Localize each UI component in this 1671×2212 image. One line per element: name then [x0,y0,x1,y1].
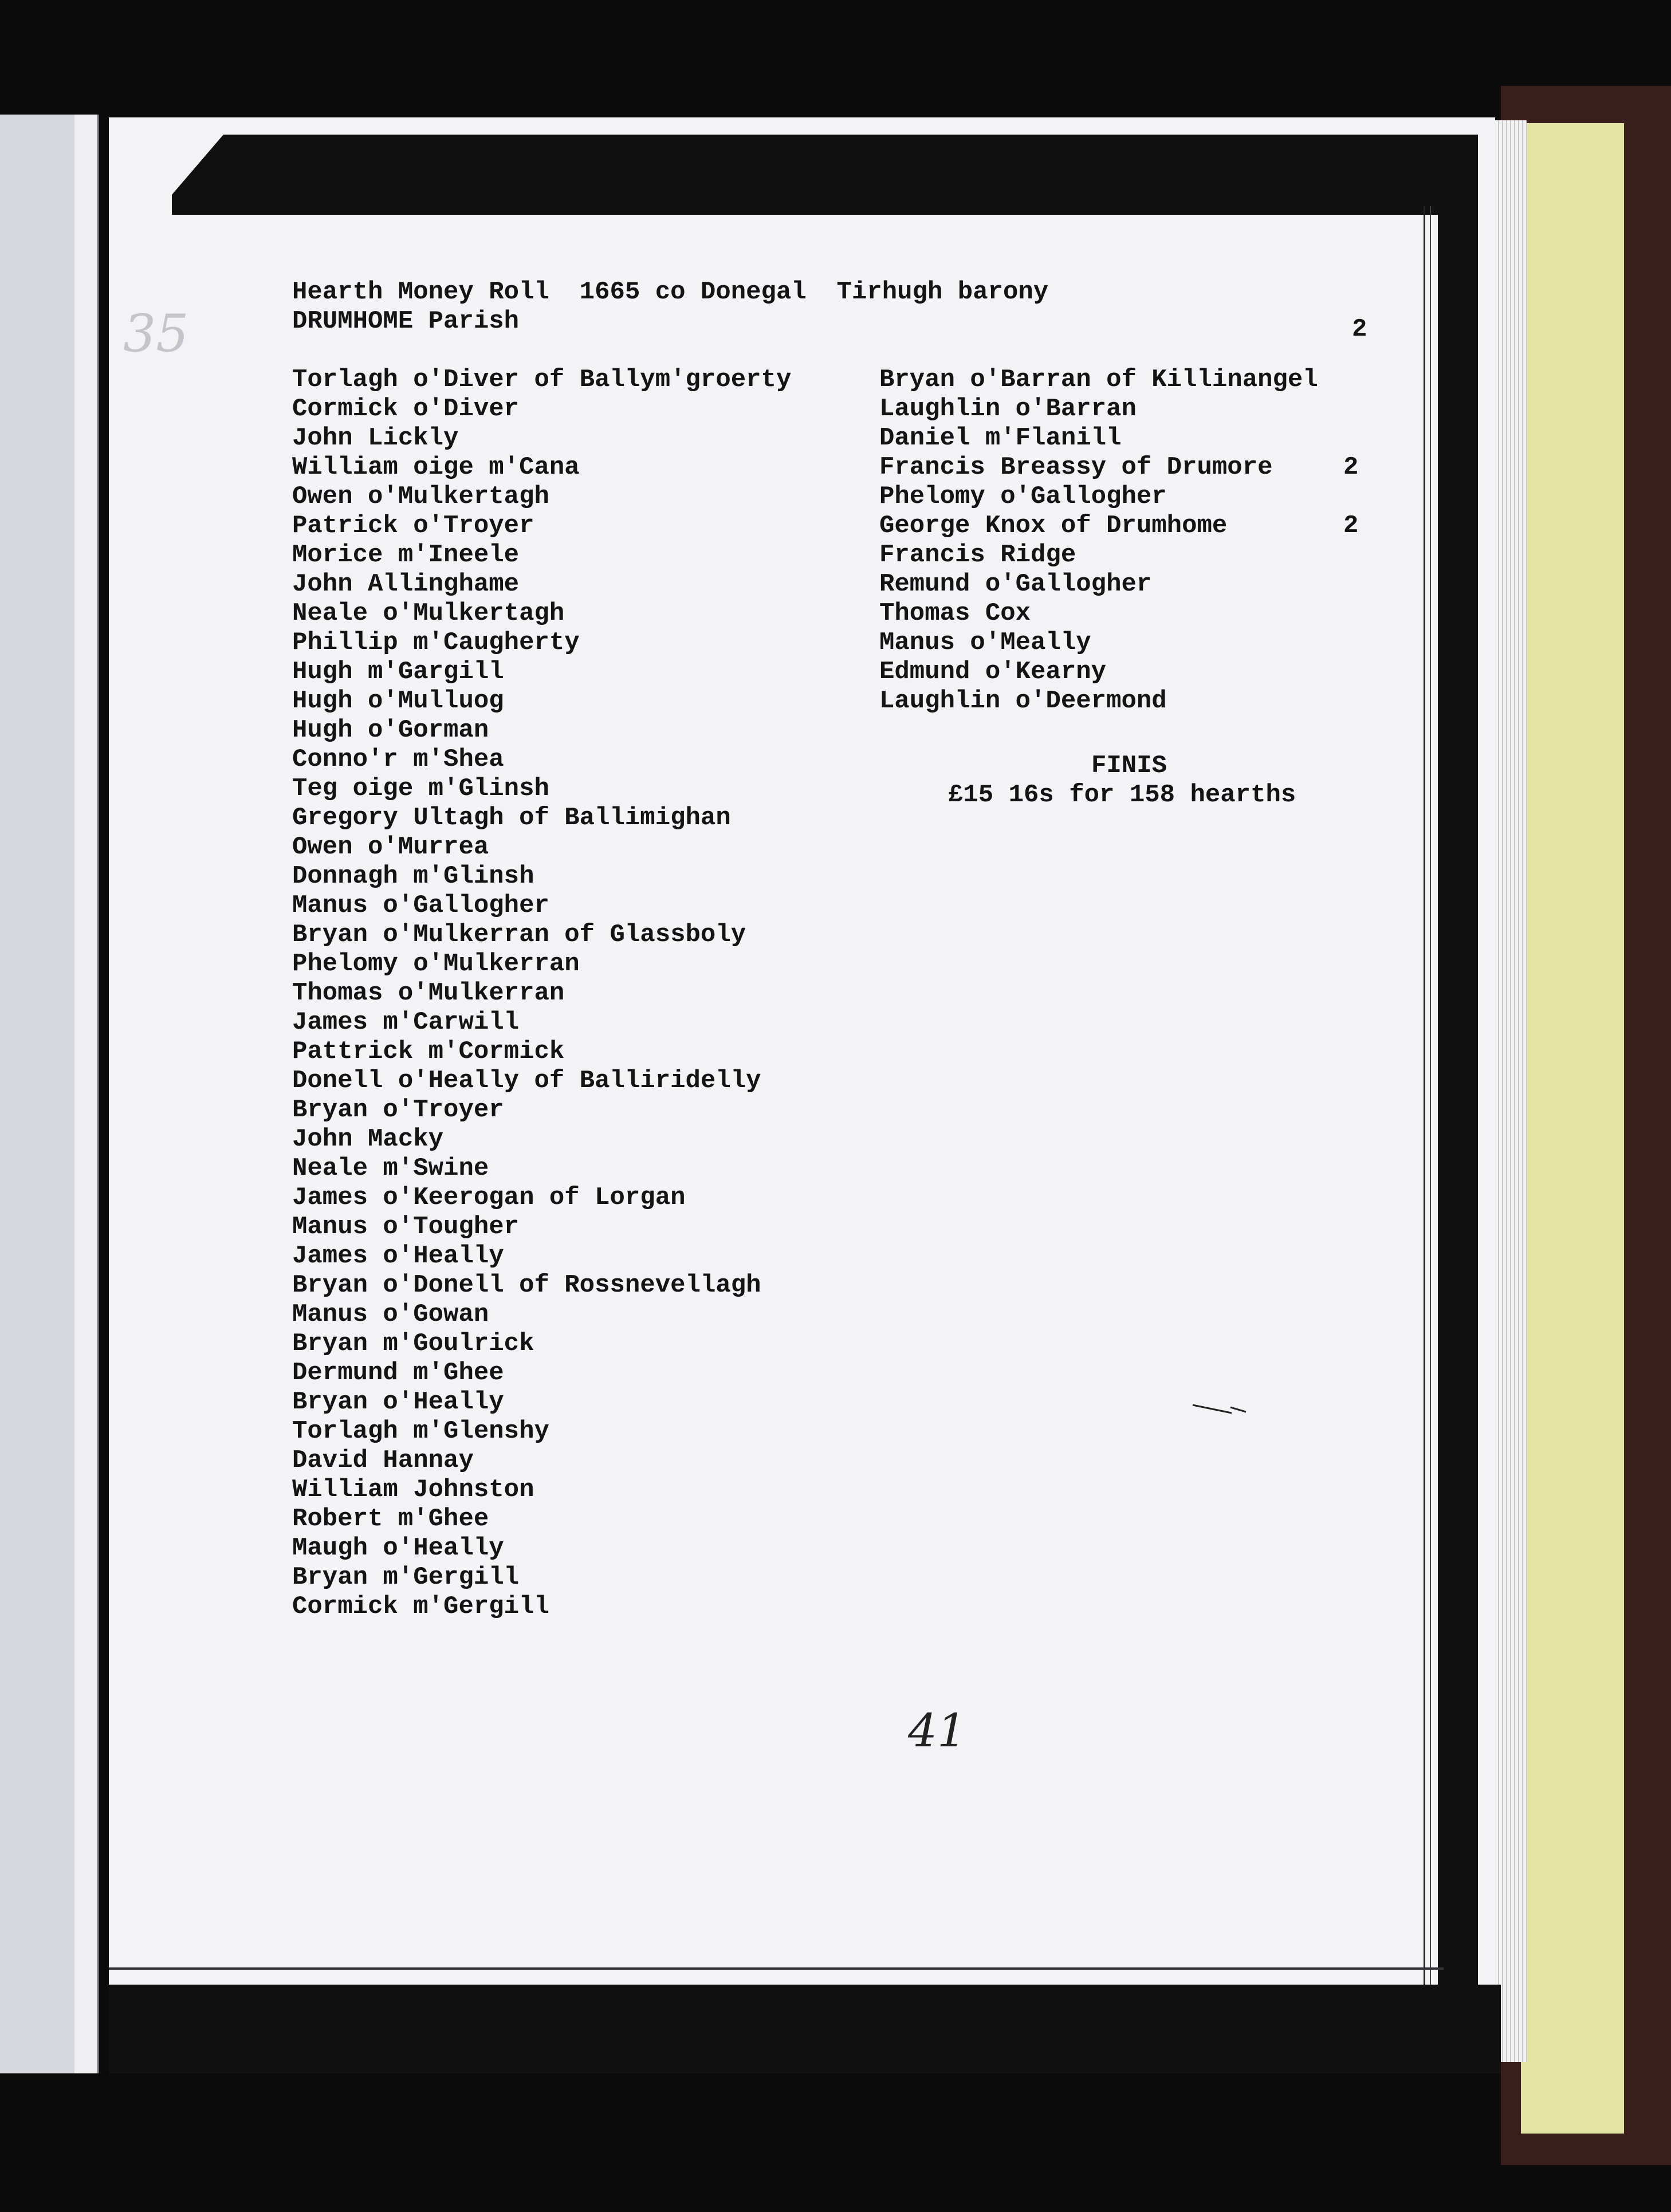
yellow-backing-sheet [1521,123,1624,2134]
list-item: Robert m'Ghee [292,1505,489,1533]
list-item: Bryan o'Mulkerran of Glassboly [292,920,746,949]
list-item: Thomas Cox [879,599,1031,628]
list-item: Patrick o'Troyer [292,511,534,540]
list-item: Owen o'Murrea [292,833,489,861]
list-item: Donell o'Heally of Balliridelly [292,1066,761,1095]
list-item: Bryan o'Troyer [292,1096,504,1124]
list-item: Remund o'Gallogher [879,570,1152,599]
hearth-count: 2 [1343,453,1359,482]
list-item: Francis Ridge [879,541,1076,569]
finis-label: FINIS [1091,751,1167,780]
list-item: John Lickly [292,424,459,452]
left-name-column [292,365,791,1621]
hearth-count: 2 [1343,511,1359,540]
list-item: Bryan m'Gergill [292,1563,520,1592]
top-scan-shadow [172,135,1478,215]
list-item: Dermund m'Ghee [292,1359,504,1387]
document-title: Hearth Money Roll 1665 co Donegal Tirhugh barony [292,278,1049,306]
list-item: John Allinghame [292,570,520,599]
list-item: Torlagh o'Diver of Ballym'groerty [292,365,792,394]
list-item: David Hannay [292,1446,474,1475]
list-item: Conno'r m'Shea [292,745,504,774]
list-item: Donnagh m'Glinsh [292,862,534,891]
list-item: Teg oige m'Glinsh [292,774,549,803]
list-item: George Knox of Drumhome [879,511,1228,540]
list-item: Morice m'Ineele [292,541,520,569]
list-item: Daniel m'Flanill [879,424,1122,452]
list-item: Maugh o'Heally [292,1534,504,1562]
parish-heading: DRUMHOME Parish [292,307,520,336]
list-item: Gregory Ultagh of Ballimighan [292,804,731,832]
list-item: Thomas o'Mulkerran [292,979,565,1007]
list-item: Hugh m'Gargill [292,658,504,686]
page-number: 2 [1352,315,1367,344]
list-item: Phillip m'Caugherty [292,628,580,657]
list-item: John Macky [292,1125,444,1154]
pen-mark [1192,1400,1255,1418]
faint-pencil-mark: 35 [123,304,189,364]
list-item: Bryan o'Donell of Rossnevellagh [292,1271,761,1300]
hearth-total: £15 16s for 158 hearths [948,781,1296,809]
list-item: Phelomy o'Mulkerran [292,950,580,978]
list-item: Manus o'Gallogher [292,891,549,920]
list-item: Cormick o'Diver [292,395,520,423]
list-item: Pattrick m'Cormick [292,1037,565,1066]
list-item: Phelomy o'Gallogher [879,482,1167,511]
list-item: Laughlin o'Deermond [879,687,1167,715]
bottom-page-border [109,1967,1444,1970]
list-item: Neale m'Swine [292,1154,489,1183]
list-item: Bryan o'Heally [292,1388,504,1416]
list-item: Torlagh m'Glenshy [292,1417,549,1446]
list-item: Bryan m'Goulrick [292,1329,534,1358]
list-item: Bryan o'Barran of Killinangel [879,365,1318,394]
right-name-column [879,365,1318,716]
list-item: William Johnston [292,1475,534,1504]
list-item: Manus o'Meally [879,628,1091,657]
list-item: Edmund o'Kearny [879,658,1107,686]
list-item: Manus o'Gowan [292,1300,489,1329]
list-item: James m'Carwill [292,1008,520,1037]
list-item: Hugh o'Gorman [292,716,489,745]
list-item: Neale o'Mulkertagh [292,599,565,628]
left-page-border [74,115,99,2073]
list-item: Owen o'Mulkertagh [292,482,549,511]
list-item: Hugh o'Mulluog [292,687,504,715]
right-scan-shadow [1438,206,1478,1987]
right-page-border [1424,206,1431,1987]
list-item: Francis Breassy of Drumore [879,453,1273,482]
list-item: Laughlin o'Barran [879,395,1137,423]
list-item: James o'Heally [292,1242,504,1270]
list-item: Manus o'Tougher [292,1213,520,1241]
bottom-scan-shadow [109,1985,1501,2073]
list-item: William oige m'Cana [292,453,580,482]
folio-number: 41 [908,1704,966,1757]
list-item: Cormick m'Gergill [292,1592,549,1621]
list-item: James o'Keerogan of Lorgan [292,1183,686,1212]
